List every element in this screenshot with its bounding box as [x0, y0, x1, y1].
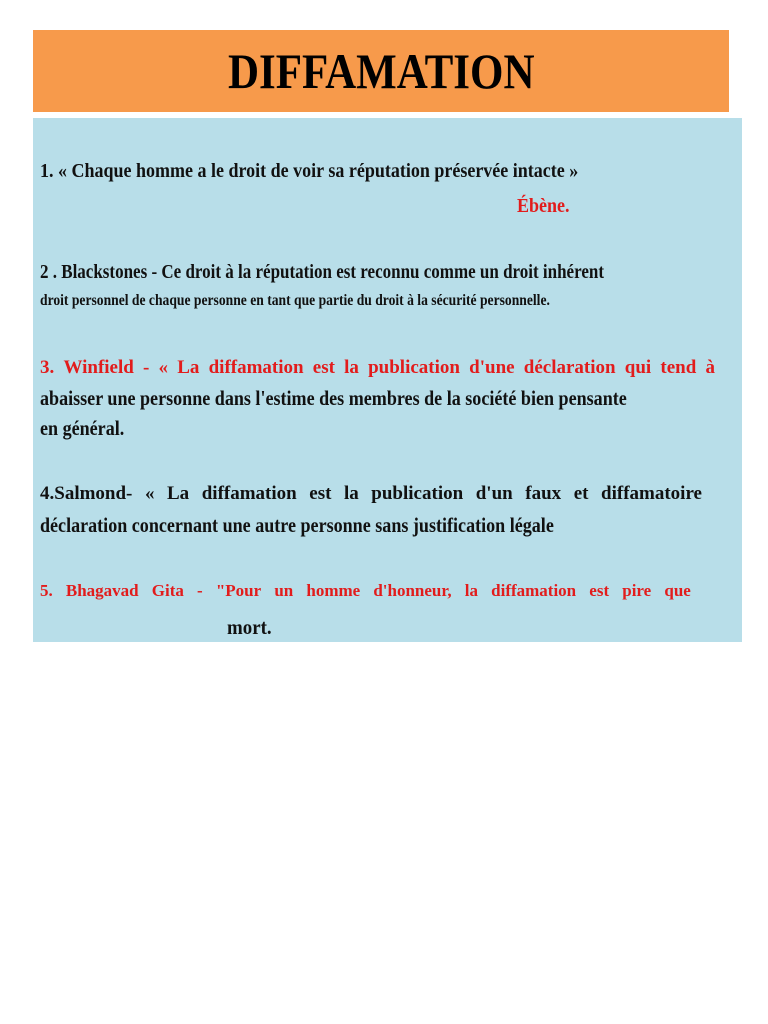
slide-title: DIFFAMATION — [227, 43, 535, 99]
quote-5-word: que — [664, 581, 691, 600]
quote-5-word: "Pour — [215, 581, 262, 600]
quote-3-word: « — [158, 357, 169, 378]
quote-5-line-2: mort. — [227, 615, 272, 639]
quote-4-word: La — [166, 483, 190, 504]
quote-4-word: la — [343, 483, 359, 504]
quote-4-word: et — [573, 483, 589, 504]
quote-3-line-2: abaisser une personne dans l'estime des membres de la société bien pensante — [40, 386, 627, 410]
quote-4-word: diffamatoire — [601, 483, 702, 504]
quote-3-word: Winfield — [63, 357, 134, 378]
quote-5-word: un — [274, 581, 294, 600]
quote-3-word: 3. — [40, 357, 55, 378]
quote-3-word: - — [143, 357, 150, 378]
quote-5-word: pire — [622, 581, 652, 600]
quote-4-word: publication — [371, 483, 464, 504]
quote-3-word: tend — [660, 357, 697, 378]
quote-3-line-1 — [40, 357, 715, 379]
quote-5-word: Bhagavad — [65, 581, 139, 600]
quote-3-word: diffamation — [208, 357, 304, 378]
quote-3-word: publication — [368, 357, 460, 378]
quote-1-author: Ébène. — [517, 195, 570, 217]
quote-5-word: d'honneur, — [373, 581, 452, 600]
quote-5-word: - — [197, 581, 203, 600]
quote-5-word: homme — [306, 581, 361, 600]
quote-2-line-1: 2 . Blackstones - Ce droit à la réputation est reconnu comme un droit inhérent — [40, 261, 604, 283]
quote-4-line-1 — [40, 483, 702, 505]
quote-1-text: 1. « Chaque homme a le droit de voir sa réputation préservée intacte » — [40, 160, 579, 182]
quote-4-word: « — [144, 483, 155, 504]
quote-5-word: la — [464, 581, 478, 600]
quote-3-word: d'une — [469, 357, 515, 378]
quote-4-word: est — [309, 483, 332, 504]
quote-5-line-1 — [40, 581, 691, 601]
quotes-panel — [33, 118, 742, 642]
quote-5-word: Gita — [151, 581, 184, 600]
quote-4-word: 4.Salmond- — [40, 483, 133, 504]
quote-2-line-2: droit personnel de chaque personne en tant que partie du droit à la sécurité personnelle. — [40, 292, 550, 309]
quote-5-word: 5. — [40, 581, 53, 600]
quote-4-word: faux — [525, 483, 562, 504]
quote-3-line-3: en général. — [40, 416, 125, 440]
quote-4-word: d'un — [475, 483, 513, 504]
quote-3-word: la — [344, 357, 359, 378]
quote-3-word: déclaration — [523, 357, 616, 378]
quote-4-line-2: déclaration concernant une autre personne sans justification légale — [40, 513, 554, 537]
quote-4-word: diffamation — [201, 483, 297, 504]
quote-3-word: est — [312, 357, 335, 378]
quote-3-word: La — [177, 357, 200, 378]
quote-3-word: à — [705, 357, 715, 378]
quote-3-word: qui — [624, 357, 652, 378]
quote-5-word: diffamation — [491, 581, 577, 600]
title-banner — [33, 30, 729, 112]
quote-5-word: est — [589, 581, 610, 600]
